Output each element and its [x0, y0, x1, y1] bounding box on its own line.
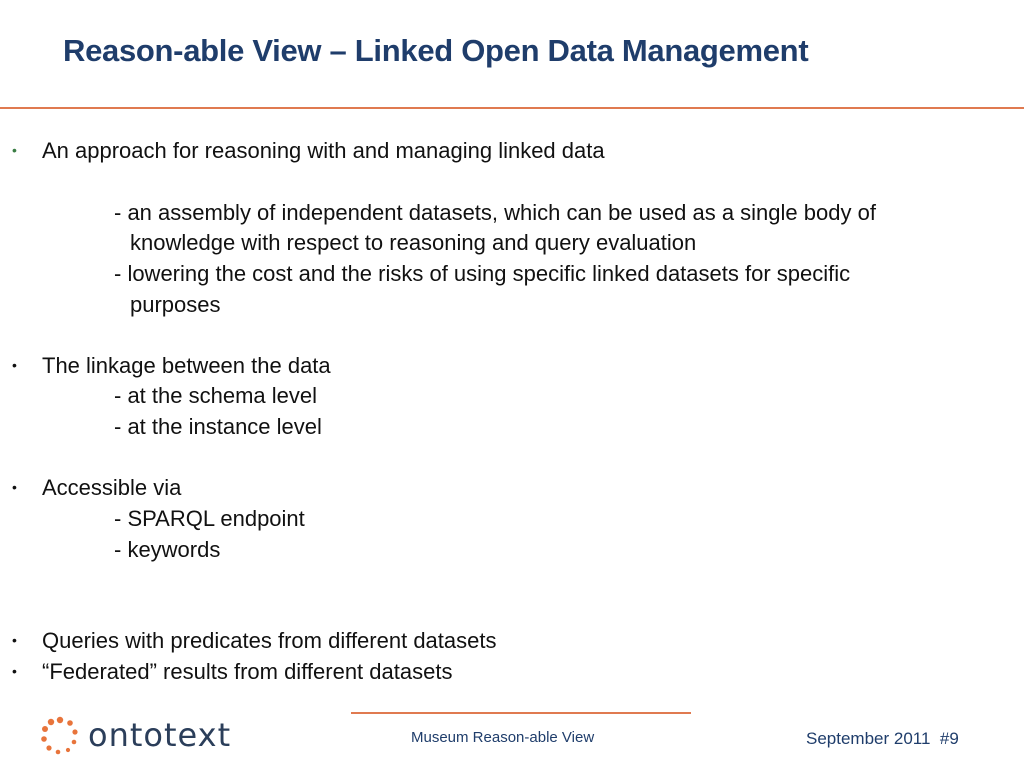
bullet-marker: •: [12, 632, 17, 648]
slide-title: Reason-able View – Linked Open Data Management: [63, 33, 809, 68]
bullet-text: An approach for reasoning with and managing linked data: [42, 138, 605, 163]
sub-item: - at the instance level: [114, 414, 322, 439]
sub-item: knowledge with respect to reasoning and query evaluation: [130, 230, 697, 255]
logo-wordmark: ontotext: [88, 716, 232, 754]
slide-number: #9: [939, 729, 959, 748]
bullet-marker: •: [12, 142, 17, 158]
footer-divider: [351, 712, 691, 714]
sub-item: - an assembly of independent datasets, which can be used as a single body of: [114, 200, 876, 225]
sub-item: - SPARQL endpoint: [114, 506, 305, 531]
footer-date-and-number: [806, 729, 959, 749]
ontotext-logo: [38, 714, 248, 758]
sub-item: - at the schema level: [114, 383, 317, 408]
footer-presentation-title: Museum Reason-able View: [411, 729, 595, 746]
sub-item: - lowering the cost and the risks of using specific linked datasets for specific: [114, 261, 851, 286]
bullet-marker: •: [12, 479, 17, 495]
bullet-text: “Federated” results from different datasets: [42, 659, 453, 684]
bullet-text: Queries with predicates from different datasets: [42, 628, 497, 653]
sub-item: purposes: [130, 292, 221, 317]
bullet-text: The linkage between the data: [42, 353, 331, 378]
sub-item: - keywords: [114, 537, 221, 562]
dots-ring-icon: [38, 714, 82, 758]
bullet-marker: •: [12, 357, 17, 373]
bullet-marker: •: [12, 663, 17, 679]
bullet-text: Accessible via: [42, 475, 182, 500]
footer-date: September 2011: [806, 729, 931, 748]
